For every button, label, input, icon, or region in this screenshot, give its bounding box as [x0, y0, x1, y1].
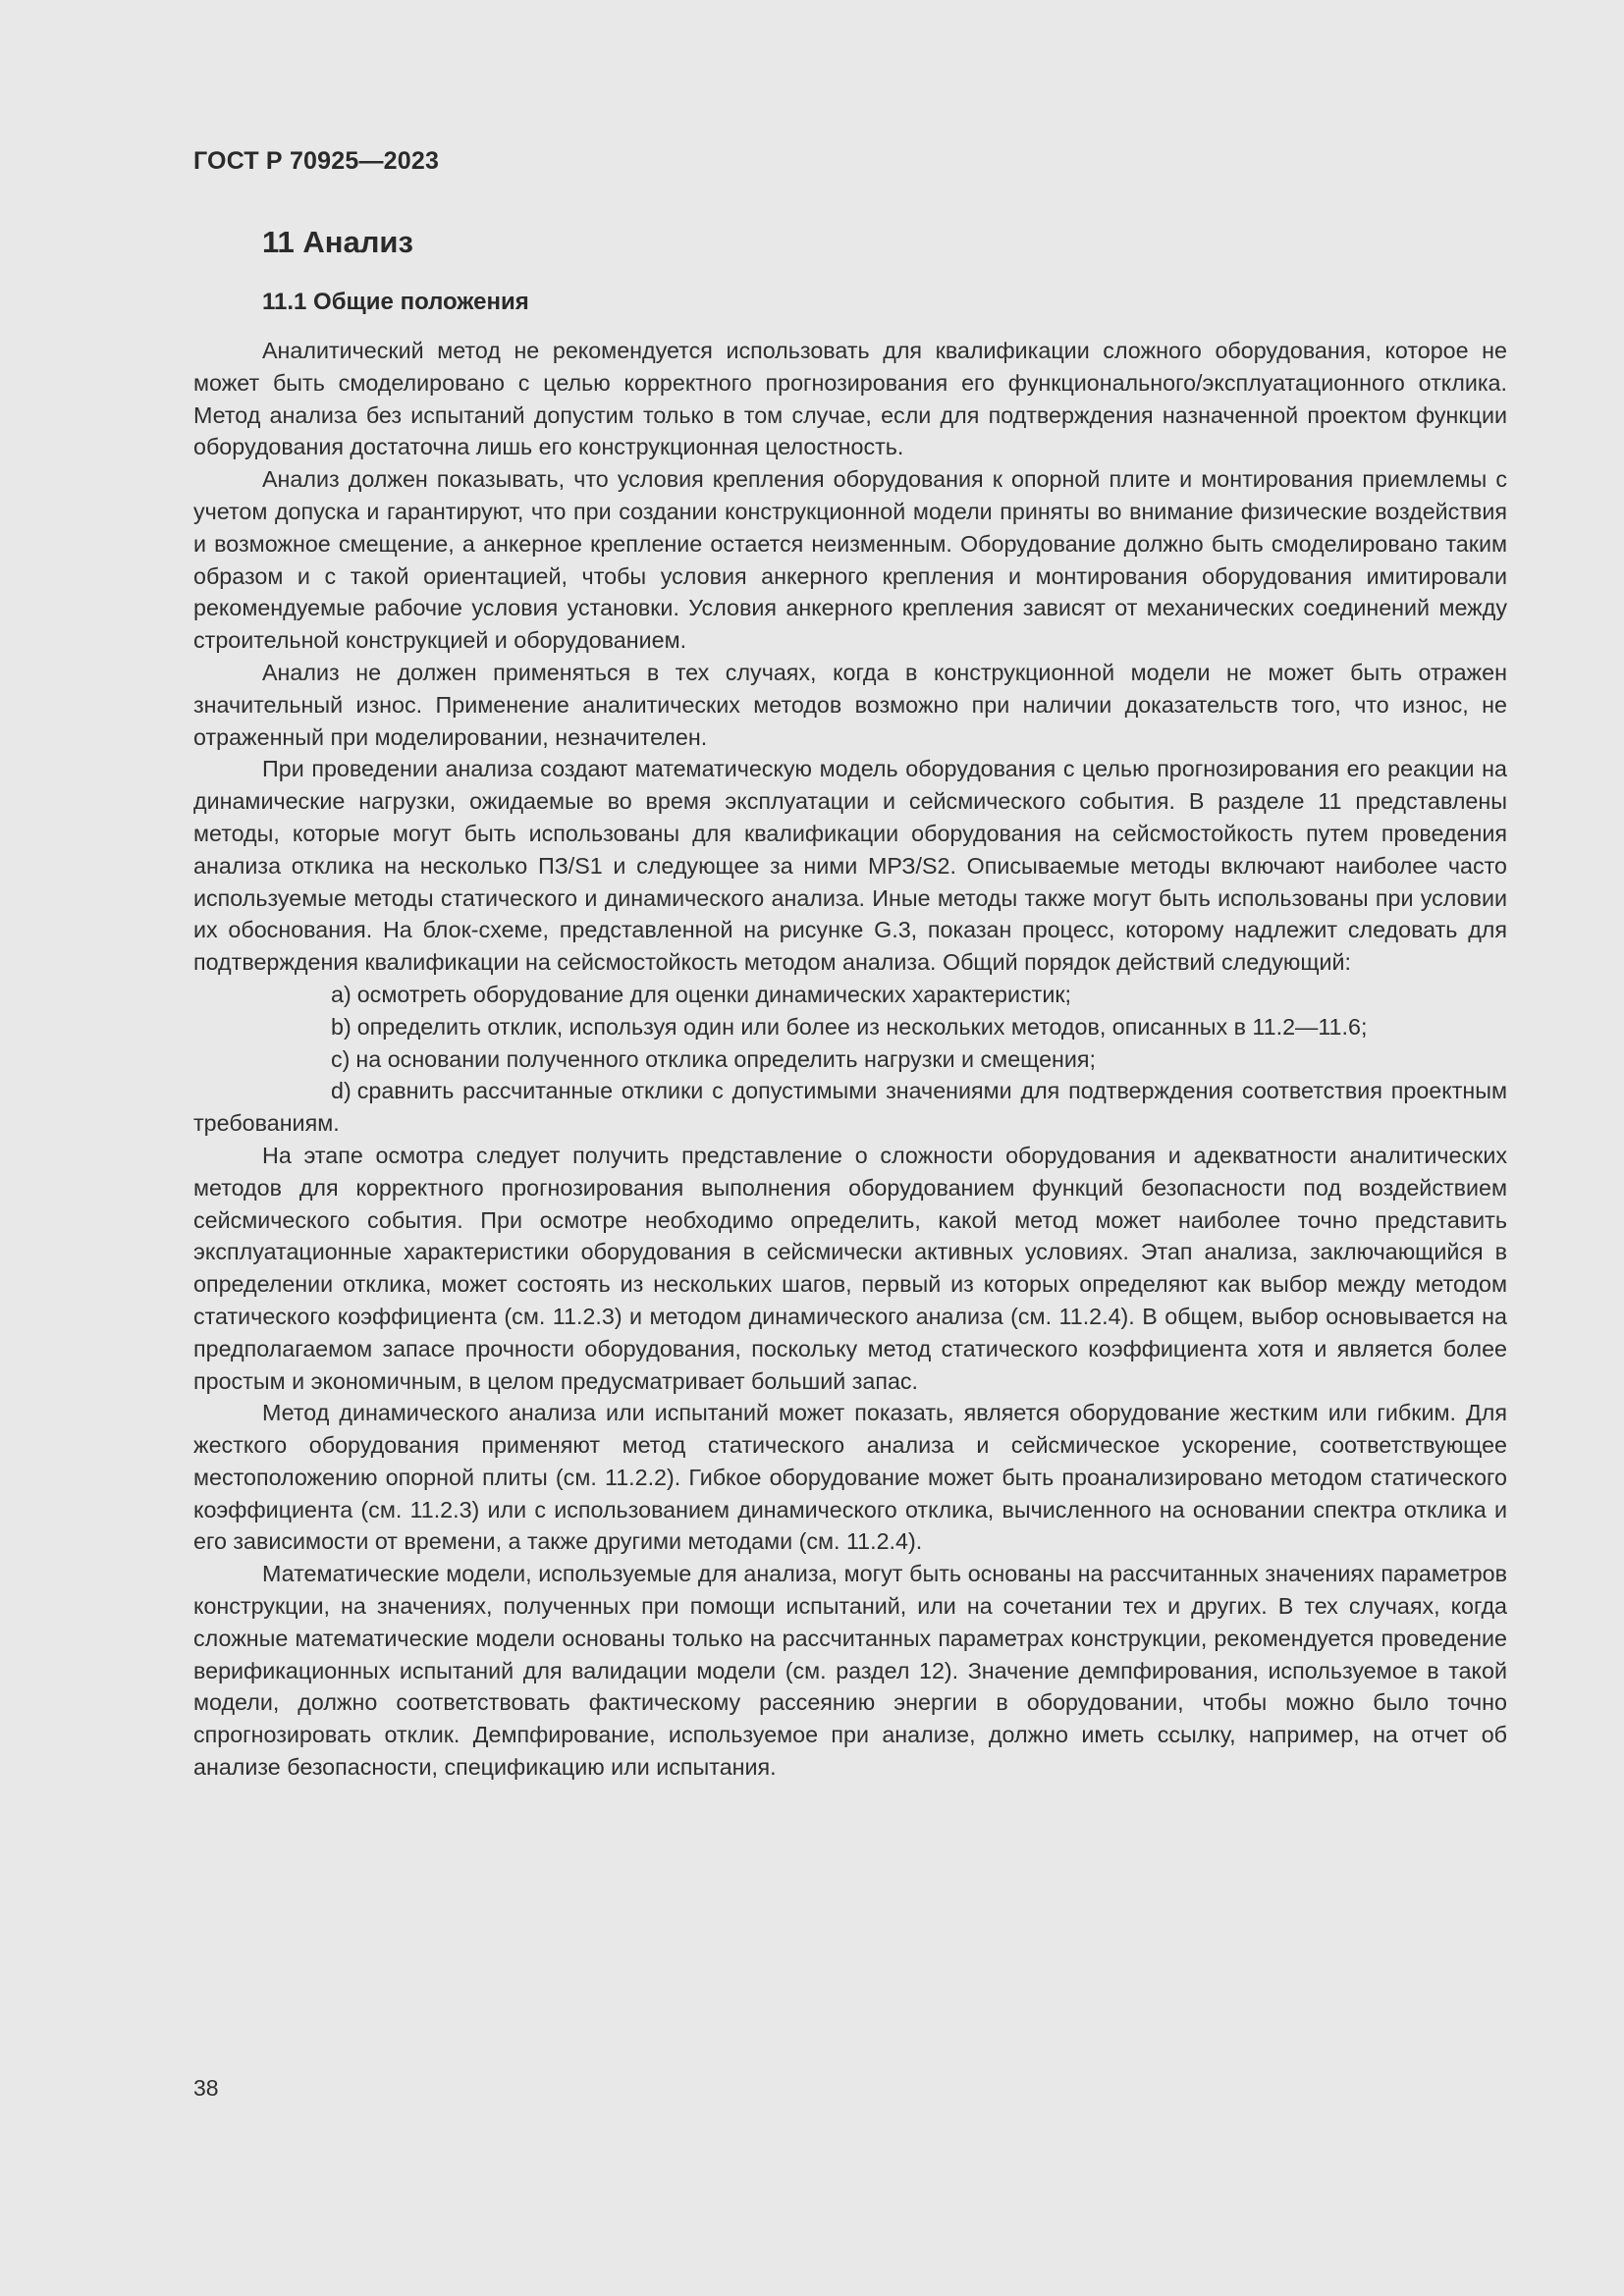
list-item [193, 1075, 1507, 1140]
section-title: 11 Анализ [262, 225, 413, 259]
list-item-text: определить отклик, используя один или более из нескольких методов, описанных в 11.2—11.6; [356, 1013, 1368, 1040]
list-item-text: на основании полученного отклика определить нагрузки и смещения; [355, 1045, 1096, 1072]
paragraph: На этапе осмотра следует получить представление о сложности оборудования и адекватности аналитических методов для корректного прогнозирования выполнения оборудованием функций безопасности под воздействием сейсмического события. При осмотре необходимо определить, какой метод может наиболее точно представить эксплуатационные характеристики оборудования в сейсмически активных условиях. Этап анализа, заключающийся в определении отклика, может состоять из нескольких шагов, первый из которых определяют как выбор между методом статического коэффициента (см. 11.2.3) и методом динамического анализа (см. 11.2.4). В общем, выбор основывается на предполагаемом запасе прочности оборудования, поскольку метод статического коэффициента хотя и является более простым и экономичным, в целом предусматривает больший запас. [193, 1142, 1507, 1394]
list-marker: c) [331, 1045, 351, 1072]
paragraph: При проведении анализа создают математическую модель оборудования с целью прогнозирования его реакции на динамические нагрузки, ожидаемые во время эксплуатации и сейсмического события. В разделе 11 представлены методы, которые могут быть использованы для квалификации оборудования на сейсмостойкость путем проведения анализа отклика на несколько ПЗ/S1 и следующее за ними МРЗ/S2. Описываемые методы включают наиболее часто используемые методы статического и динамического анализа. Иные методы также могут быть использованы при условии их обоснования. На блок-схеме, представленной на рисунке G.3, показан процесс, которому надлежит следовать для подтверждения квалификации на сейсмостойкость методом анализа. Общий порядок действий следующий: [193, 756, 1507, 976]
list-item-text: сравнить рассчитанные отклики с допустимыми значениями для подтверждения соответствия проектным требованиям. [193, 1078, 1507, 1137]
list-item [193, 1043, 1507, 1076]
paragraph: Анализ не должен применяться в тех случаях, когда в конструкционной модели не может быть отражен значительный износ. Применение аналитических методов возможно при наличии доказательств того, что износ, не отраженный при моделировании, незначителен. [193, 659, 1507, 750]
list-marker: d) [331, 1078, 352, 1104]
paragraph: Аналитический метод не рекомендуется использовать для квалификации сложного оборудования, которое не может быть смоделировано с целью корректного прогнозирования его функционального/эксплуатационного отклика. Метод анализа без испытаний допустим только в том случае, если для подтверждения назначенной проектом функции оборудования достаточна лишь его конструкционная целостность. [193, 338, 1507, 460]
paragraph: Анализ должен показывать, что условия крепления оборудования к опорной плите и монтирования приемлемы с учетом допуска и гарантируют, что при создании конструкционной модели приняты во внимание физические воздействия и возможное смещение, а анкерное крепление остается неизменным. Оборудование должно быть смоделировано таким образом и с такой ориентацией, чтобы условия анкерного крепления и монтирования оборудования имитировали рекомендуемые рабочие условия установки. Условия анкерного крепления зависят от механических соединений между строительной конструкцией и оборудованием. [193, 466, 1507, 654]
list-item [193, 979, 1507, 1011]
paragraph: Математические модели, используемые для анализа, могут быть основаны на рассчитанных значениях параметров конструкции, на значениях, полученных при помощи испытаний, или на сочетании тех и других. В тех случаях, когда сложные математические модели основаны только на рассчитанных параметрах конструкции, рекомендуется проведение верификационных испытаний для валидации модели (см. раздел 12). Значение демпфирования, используемое в такой модели, должно соответствовать фактическому рассеянию энергии в оборудовании, чтобы можно было точно спрогнозировать отклик. Демпфирование, используемое при анализе, должно иметь ссылку, например, на отчет об анализе безопасности, спецификацию или испытания. [193, 1561, 1507, 1781]
paragraph: Метод динамического анализа или испытаний может показать, является оборудование жестким или гибким. Для жесткого оборудования применяют метод статического анализа и сейсмическое ускорение, соответствующее местоположению опорной плиты (см. 11.2.2). Гибкое оборудование может быть проанализировано методом статического коэффициента (см. 11.2.3) или с использованием динамического отклика, вычисленного на основании спектра отклика и его зависимости от времени, а также другими методами (см. 11.2.4). [193, 1400, 1507, 1555]
page-number: 38 [193, 2075, 219, 2101]
body-text [193, 335, 1507, 1784]
list-item-text: осмотреть оборудование для оценки динамических характеристик; [356, 981, 1072, 1007]
document-code: ГОСТ Р 70925—2023 [193, 147, 440, 175]
list-marker: b) [331, 1013, 352, 1040]
list-item [193, 1011, 1507, 1043]
subsection-title: 11.1 Общие положения [262, 289, 529, 315]
list-marker: a) [331, 981, 352, 1007]
